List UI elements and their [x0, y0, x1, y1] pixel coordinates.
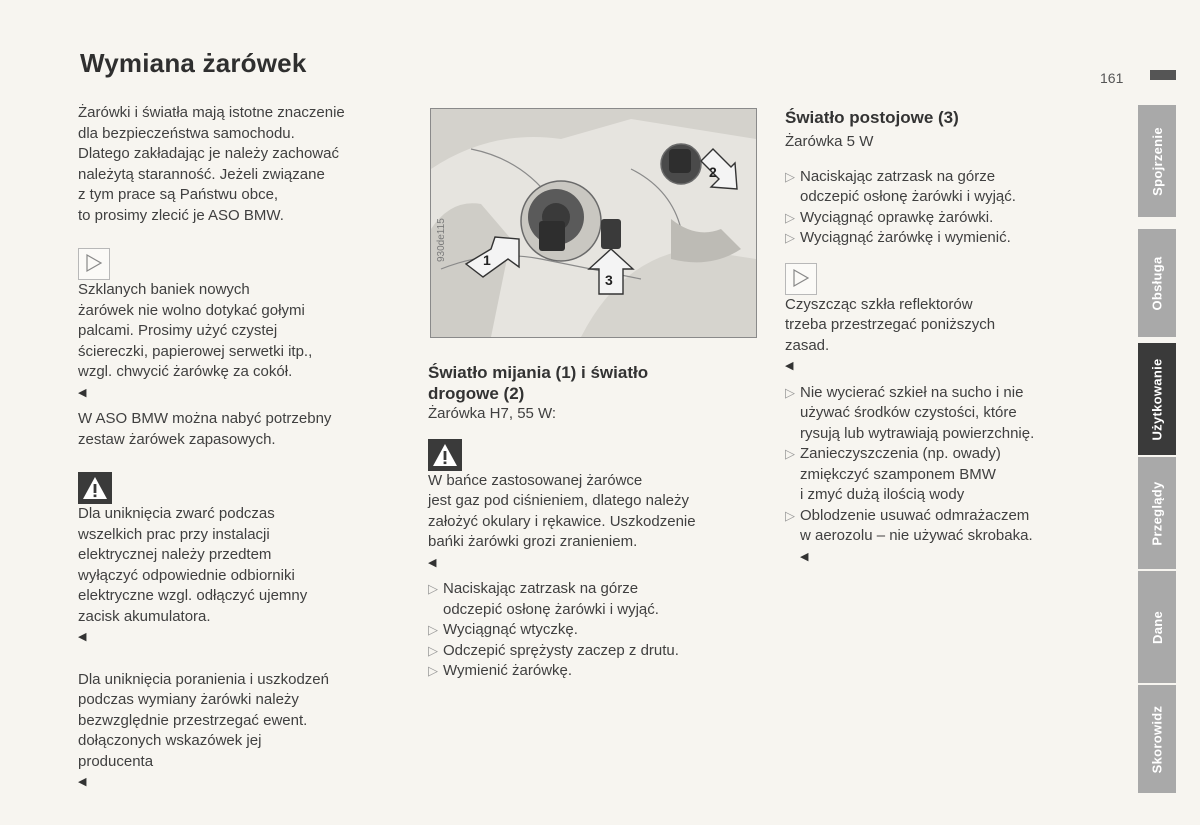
- intro-line: należytą staranność. Jeżeli związane: [78, 165, 325, 183]
- end-of-section-icon: ◀: [78, 631, 87, 643]
- step-bullet-icon: ▷: [785, 507, 795, 523]
- warning-line: wyłączyć odpowiednie odbiorniki: [78, 566, 295, 584]
- aso-paragraph: [78, 409, 423, 450]
- headlight-illustration: [431, 109, 756, 337]
- step-bullet-icon: ▷: [785, 446, 795, 461]
- note-text: wzgl. chwycić żarówkę za cokół.: [78, 363, 293, 380]
- rule-line: rysują lub wytrawiają powierzchnię.: [800, 424, 1035, 442]
- note-line: palcami. Prosimy użyć czystej: [78, 322, 278, 339]
- tab-uzytkowanie[interactable]: [1138, 343, 1176, 455]
- figure-label-2: 2: [709, 164, 717, 180]
- bulb-spec: Żarówka H7, 55 W:: [428, 405, 557, 422]
- step-item: [785, 167, 1115, 208]
- warning-line: założyć okulary i rękawice. Uszkodzenie: [428, 512, 696, 530]
- injury-line: podczas wymiany żarówki należy: [78, 691, 299, 708]
- tab-label: Spojrzenie: [1149, 126, 1165, 196]
- step-line: Wyciągnąć żarówkę i wymienić.: [800, 229, 1011, 246]
- cleaning-note: [785, 263, 1115, 377]
- intro-line: Dlatego zakładając je należy zachować: [78, 145, 339, 162]
- rule-line-last: [800, 526, 1115, 567]
- step-item: [428, 641, 773, 662]
- rule-item: [785, 506, 1115, 568]
- page-number: 161: [1100, 70, 1124, 86]
- rule-line: zmiękczyć szamponem BMW: [800, 465, 996, 483]
- tab-label: Użytkowanie: [1149, 357, 1165, 441]
- rule-text: w aerozolu – nie używać skrobaka.: [800, 527, 1033, 544]
- injury-line: dołączonych wskazówek jej: [78, 732, 262, 749]
- end-of-section-icon: ◀: [428, 556, 437, 569]
- step-line: Naciskając zatrzask na górze: [800, 167, 996, 185]
- tab-label: Dane: [1149, 610, 1165, 644]
- step-item: [428, 661, 773, 682]
- step-bullet-icon: ▷: [428, 663, 438, 678]
- note-line: żarówek nie wolno dotykać gołymi: [78, 301, 305, 319]
- column-right: [785, 107, 1115, 567]
- rule-item: [785, 383, 1115, 445]
- step-item: [428, 620, 773, 641]
- intro-line: z tym prace są Państwu obce,: [78, 186, 279, 203]
- step-bullet-icon: ▷: [785, 209, 795, 225]
- cleaning-rules: [785, 383, 1115, 568]
- step-item: [785, 208, 1115, 229]
- warning-line-last: [78, 607, 423, 648]
- figure-label-1: 1: [483, 252, 491, 268]
- headlight-figure: [430, 108, 757, 338]
- tab-skorowidz[interactable]: [1138, 685, 1176, 793]
- rule-line: Oblodzenie usuwać odmrażaczem: [800, 506, 1030, 524]
- bulb-spec: Żarówka 5 W: [785, 133, 874, 150]
- step-line: Wyciągnąć oprawkę żarówki.: [800, 208, 994, 226]
- step-bullet-icon: ▷: [785, 168, 795, 184]
- warning-triangle-icon: [78, 472, 112, 504]
- end-of-section-icon: ◀: [78, 776, 87, 788]
- end-of-section-icon: ◀: [78, 386, 87, 399]
- injury-line: bezwzględnie przestrzegać ewent.: [78, 711, 308, 729]
- aso-line: W ASO BMW można nabyć potrzebny: [78, 410, 332, 427]
- intro-paragraph: [78, 103, 423, 226]
- step-item: [785, 228, 1115, 249]
- rule-line: Zanieczyszczenia (np. owady): [800, 445, 1001, 462]
- step-line: Wyciągnąć wtyczkę.: [443, 621, 578, 638]
- beam-steps: [428, 579, 773, 682]
- warning-text: zacisk akumulatora.: [78, 607, 211, 625]
- warning-line-first: [78, 472, 423, 525]
- step-bullet-icon: ▷: [428, 622, 438, 637]
- note-line: ściereczki, papierowej serwetki itp.,: [78, 342, 313, 360]
- rule-line: Nie wycierać szkieł na sucho i nie: [800, 383, 1024, 401]
- play-triangle-note-icon: [78, 248, 110, 280]
- warning-text: bańki żarówki grozi zranieniem.: [428, 533, 638, 550]
- step-bullet-icon: ▷: [428, 642, 438, 658]
- injury-text: producenta: [78, 752, 154, 770]
- warning-text: Dla uniknięcia zwarć podczas: [78, 505, 275, 522]
- parking-light-heading: Światło postojowe (3): [785, 108, 959, 127]
- heading-line: drogowe (2): [428, 384, 525, 403]
- note-line-first: [78, 248, 423, 301]
- warning-line-last: [428, 532, 773, 573]
- column-left: [78, 103, 423, 793]
- injury-line: Dla uniknięcia poranienia i uszkodzeń: [78, 670, 329, 688]
- warning-line: elektrycznej należy przedtem: [78, 546, 272, 563]
- tab-label: Obsługa: [1149, 255, 1165, 311]
- note-line: trzeba przestrzegać poniższych: [785, 316, 996, 333]
- intro-line: to prosimy zlecić je ASO BMW.: [78, 206, 284, 224]
- tab-spojrzenie[interactable]: [1138, 105, 1176, 217]
- tab-label: Skorowidz: [1149, 705, 1165, 773]
- warning-line: jest gaz pod ciśnieniem, dlatego należy: [428, 492, 689, 509]
- figure-code: 930de115: [436, 218, 447, 262]
- note-line-last: [78, 362, 423, 403]
- parking-steps: [785, 167, 1115, 249]
- injury-paragraph: [78, 670, 423, 793]
- warning-paragraph: [78, 472, 423, 648]
- tab-dane[interactable]: [1138, 571, 1176, 683]
- note-line-first: [785, 263, 1115, 316]
- low-high-beam-heading: [428, 362, 773, 404]
- warning-line: wszelkich prac przy instalacji: [78, 525, 270, 543]
- aso-line: zestaw żarówek zapasowych.: [78, 430, 276, 448]
- step-line: Wymienić żarówkę.: [443, 662, 573, 679]
- tab-przeglady[interactable]: [1138, 457, 1176, 569]
- figure-label-3: 3: [605, 272, 613, 288]
- note-line-last: [785, 336, 1115, 377]
- step-line: Naciskając zatrzask na górze: [443, 580, 639, 597]
- warning-line-first: [428, 439, 773, 492]
- step-line: odczepić osłonę żarówki i wyjąć.: [800, 188, 1016, 205]
- heading-line: Światło mijania (1) i światło: [428, 363, 649, 382]
- tab-obsluga[interactable]: [1138, 229, 1176, 337]
- intro-line: dla bezpieczeństwa samochodu.: [78, 124, 295, 142]
- rule-item: [785, 444, 1115, 506]
- tab-label: Przeglądy: [1149, 480, 1165, 546]
- end-of-section-icon: ◀: [800, 550, 809, 563]
- step-bullet-icon: ▷: [785, 384, 795, 400]
- rule-line: używać środków czystości, które: [800, 404, 1017, 421]
- step-line: odczepić osłonę żarówki i wyjąć.: [443, 600, 659, 618]
- step-line: Odczepić sprężysty zaczep z drutu.: [443, 641, 679, 659]
- warning-line: elektryczne wzgl. odłączyć ujemny: [78, 587, 308, 604]
- play-triangle-note-icon: [785, 263, 817, 295]
- column-middle: [428, 362, 773, 682]
- note-text: zasad.: [785, 336, 830, 354]
- step-bullet-icon: ▷: [428, 581, 438, 596]
- step-bullet-icon: ▷: [785, 230, 795, 245]
- warning-text: W bańce zastosowanej żarówce: [428, 471, 643, 489]
- step-item: [428, 579, 773, 620]
- warning-triangle-icon: [428, 439, 462, 471]
- page-marker-bar: [1150, 70, 1176, 80]
- intro-line: Żarówki i światła mają istotne znaczenie: [78, 104, 345, 121]
- page-title: Wymiana żarówek: [80, 48, 307, 78]
- rule-line: i zmyć dużą ilością wody: [800, 486, 965, 503]
- pressure-warning: [428, 439, 773, 574]
- note-paragraph: [78, 248, 423, 403]
- note-text: Szklanych baniek nowych: [78, 281, 250, 298]
- end-of-section-icon: ◀: [785, 360, 794, 372]
- injury-line-last: [78, 752, 423, 793]
- note-text: Czyszcząc szkła reflektorów: [785, 295, 973, 313]
